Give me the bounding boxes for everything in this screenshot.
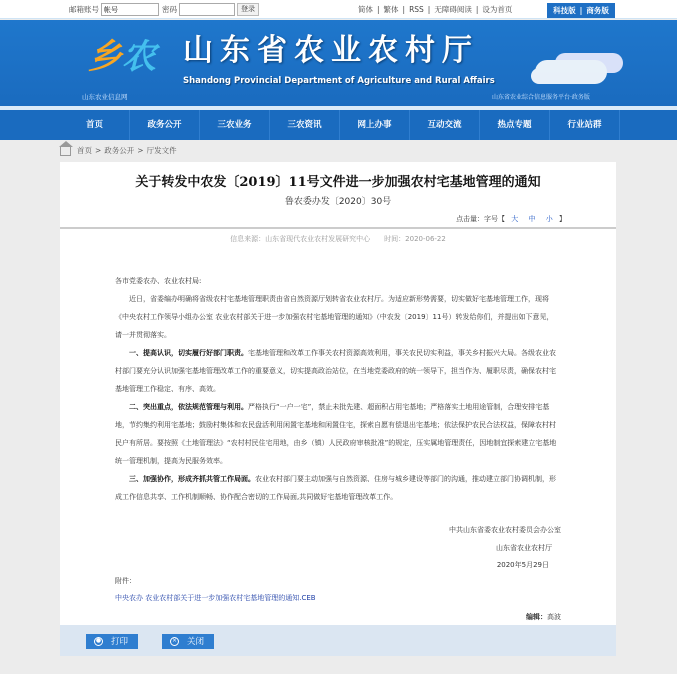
breadcrumb-government-affairs[interactable]: 政务公开	[104, 146, 135, 155]
link-set-homepage[interactable]: 设为首页	[482, 5, 513, 14]
paragraph	[115, 344, 560, 398]
breadcrumb-dept-documents[interactable]: 厅发文件	[146, 146, 177, 155]
article-body	[115, 272, 560, 506]
top-bar	[0, 0, 677, 19]
paragraph-heading: 二、突出重点，依法规范管理与利用。	[129, 403, 248, 411]
paragraph-text: 近日，省委编办明确将省级农村宅基地管理职责由省自然资源厅划转省农业农村厅。为适应新形势需要，切实做好宅基地管理工作，现将《中央农村工作领导小组办公室 农业农村部关于进一步加强农村宅基地管理的通知》（中农发〔2019〕11号）转发给你们，并提出如下意见，请一并贯彻落实。	[115, 295, 554, 339]
article-title: 关于转发中农发〔2019〕11号文件进一步加强农村宅基地管理的通知	[135, 175, 541, 190]
paragraph-heading: 一、提高认识，切实履行好部门职责。	[129, 349, 248, 357]
paragraph-text: 严格执行“一户一宅”，禁止未批先建、超面积占用宅基地；严格落实土地用途管制，合理安排宅基地，节约集约利用宅基地；鼓励村集体和农民盘活利用闲置宅基地和闲置住宅，探索自愿有偿退出宅基地；依法保护农民合法权益，保障农村村民户有所居。要按照《土地管理法》“农村村民住宅用地，由乡（镇）人民政府审核批准”的规定，压实属地管理责任，因地制宜探索建立宅基地统一管理机制，提高为民服务效率。	[115, 403, 557, 465]
link-traditional[interactable]: 繁体	[383, 5, 399, 14]
paragraph-heading: 三、加强协作，形成齐抓共管工作局面。	[129, 475, 255, 483]
signature-date: 2020年5月29日	[496, 561, 549, 569]
link-rss[interactable]: RSS	[409, 5, 424, 14]
business-version-link[interactable]: 商务版	[586, 6, 609, 15]
print-button[interactable]	[86, 634, 138, 649]
nav-government-affairs[interactable]: 政务公开	[130, 110, 200, 140]
paragraph-text: 农业农村部门要主动加强与自然资源、住房与城乡建设等部门的沟通，推动建立部门协调机制，形成工作信息共享、工作机制顺畅、协作配合密切的工作局面,共同做好宅基地管理改革工作。	[115, 475, 556, 501]
version-switch	[547, 3, 615, 18]
platform-label: 山东省农业综合信息服务平台·政务版	[492, 94, 590, 101]
editor-label: 编辑：	[526, 613, 547, 621]
article-panel	[60, 162, 616, 625]
clicks-fontsize-label: 点击量：字号【	[456, 215, 506, 223]
breadcrumb-separator: >	[137, 146, 144, 155]
nav-agri-news[interactable]: 三农资讯	[270, 110, 340, 140]
salutation: 各市党委农办、农业农村局:	[115, 277, 202, 285]
close-icon: ×	[171, 637, 178, 644]
editor-name: 高波	[547, 613, 561, 621]
email-label: 邮箱账号	[69, 5, 99, 14]
print-icon: ●	[95, 637, 102, 644]
site-subtitle: Shandong Provincial Department of Agriculture and Rural Affairs	[183, 76, 495, 86]
site-title: 山东省农业农村厅	[183, 33, 479, 68]
breadcrumb-home[interactable]: 首页	[77, 146, 92, 155]
nav-industry-sites[interactable]: 行业站群	[550, 110, 620, 140]
separator: |	[475, 5, 479, 14]
editor-line	[526, 613, 561, 622]
tech-version-link[interactable]: 科技版	[553, 6, 576, 15]
breadcrumb	[60, 142, 620, 160]
password-input[interactable]	[179, 3, 235, 16]
nav-online-services[interactable]: 网上办事	[340, 110, 410, 140]
close-button[interactable]	[162, 634, 214, 649]
home-icon	[60, 147, 71, 156]
account-input[interactable]	[101, 3, 159, 16]
nav-agri-business[interactable]: 三农业务	[200, 110, 270, 140]
document-number: 鲁农委办发〔2020〕30号	[284, 197, 392, 207]
close-label: 关闭	[187, 636, 205, 647]
separator: |	[377, 5, 380, 14]
signature-org-1: 中共山东省委农业农村委员会办公室	[449, 526, 561, 534]
attachment-label: 附件：	[115, 577, 136, 585]
nav-home[interactable]: 首页	[60, 110, 130, 140]
breadcrumb-separator: >	[95, 146, 102, 155]
divider	[60, 227, 616, 229]
cloud-decoration-icon	[535, 60, 607, 84]
site-header	[0, 20, 677, 106]
paragraph	[115, 398, 560, 470]
signature-org-2: 山东省农业农村厅	[496, 544, 552, 552]
bracket: 】	[559, 215, 566, 223]
paragraph	[115, 470, 560, 506]
font-medium-button[interactable]: 中	[528, 215, 536, 223]
paragraph-text: 宅基地管理和改革工作事关农村资源高效利用，事关农民切实利益，事关乡村振兴大局。各级农业农村部门要充分认识加强宅基地管理改革工作的重要意义，切实提高政治站位，在当地党委政府的统一领导下，担当作为、履职尽责，确保农村宅基地管理工作稳定、有序、高效。	[115, 349, 556, 393]
print-label: 打印	[111, 636, 129, 647]
nav-interaction[interactable]: 互动交流	[410, 110, 480, 140]
attachment-link[interactable]: 中央农办 农业农村部关于进一步加强农村宅基地管理的通知.CEB	[115, 594, 316, 602]
separator: |	[579, 6, 583, 15]
font-large-button[interactable]: 大	[511, 215, 519, 223]
site-logo-icon[interactable]: 乡农	[88, 37, 156, 77]
nav-hot-topics[interactable]: 热点专题	[480, 110, 550, 140]
paragraph	[115, 290, 560, 344]
logo-site-name: 山东农业信息网	[82, 93, 128, 101]
link-simplified[interactable]: 简体	[358, 5, 373, 14]
action-bar	[60, 625, 616, 656]
separator: |	[402, 5, 406, 14]
font-small-button[interactable]: 小	[545, 215, 553, 223]
link-accessibility[interactable]: 无障碍阅读	[434, 5, 472, 14]
top-links	[358, 5, 512, 14]
separator: |	[427, 5, 431, 14]
main-nav	[0, 110, 677, 140]
article-meta	[456, 215, 566, 224]
login-button[interactable]: 登录	[237, 3, 259, 16]
article-source: 信息来源：山东省现代农业农村发展研究中心 时间：2020-06-22	[230, 235, 446, 243]
password-label: 密码	[162, 5, 177, 14]
